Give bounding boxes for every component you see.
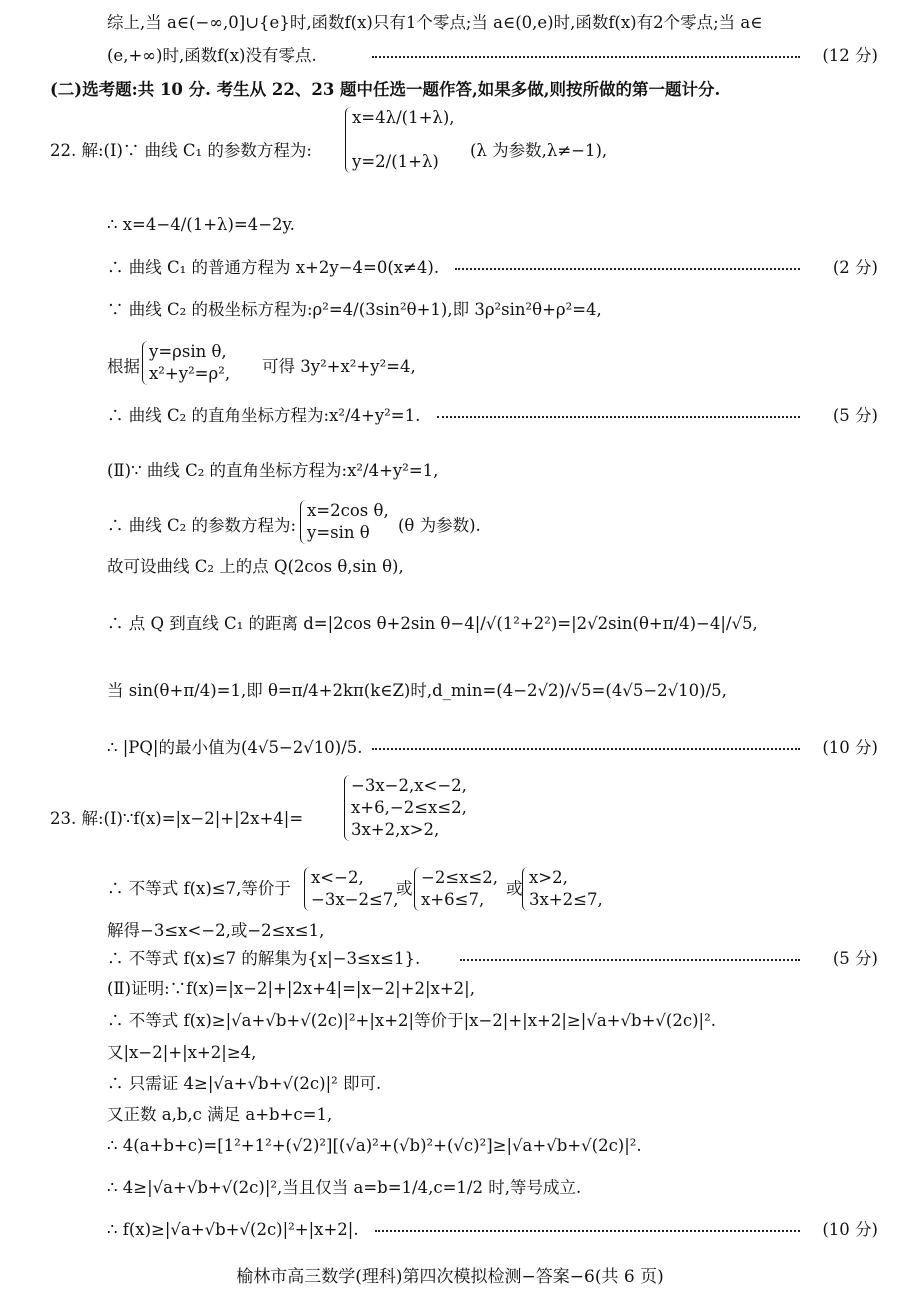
- q22-by-suffix: 可得 3y²+x²+y²=4,: [262, 357, 416, 376]
- q22-c2param-b: y=sin θ: [307, 523, 370, 542]
- score-mark: (5 分): [832, 406, 878, 425]
- q22-x-text: ∴ x=4−4/(1+λ)=4−2y.: [107, 215, 295, 234]
- q22-label: 22. 解:(Ⅰ)∵ 曲线 C₁ 的参数方程为:: [50, 141, 312, 160]
- score-mark: (10 分): [822, 738, 878, 757]
- leader-dots: [437, 416, 800, 418]
- q22-c2param-prefix: ∴ 曲线 C₂ 的参数方程为:: [107, 516, 297, 535]
- q22-param-note: (λ 为参数,λ≠−1),: [470, 141, 608, 160]
- score-mark: (10 分): [822, 1220, 878, 1239]
- q23-case3: [520, 867, 609, 911]
- score-mark: (2 分): [832, 258, 878, 277]
- leader-dots: [455, 268, 800, 270]
- leader-dots: [372, 56, 800, 58]
- q22-min-text: 当 sin(θ+π/4)=1,即 θ=π/4+2kπ(k∈Z)时,d_min=(4−2√2)/√5=(4√5−2√10)/5,: [107, 681, 727, 700]
- q22-c2rect-text: ∴ 曲线 C₂ 的直角坐标方程为:x²/4+y²=1.: [107, 406, 421, 425]
- q22-c2param-a: x=2cos θ,: [307, 501, 389, 520]
- q23-final-text: ∴ f(x)≥|√a+√b+√(2c)|²+|x+2|.: [107, 1220, 359, 1239]
- q22-ii-text: (Ⅱ)∵ 曲线 C₂ 的直角坐标方程为:x²/4+y²=1,: [107, 461, 439, 480]
- q23-s1b: −3x−2≤7,: [311, 890, 399, 909]
- q23-solved-text: 解得−3≤x<−2,或−2≤x≤1,: [107, 921, 325, 940]
- q23-s3a: x>2,: [529, 868, 568, 887]
- score-mark: (5 分): [832, 949, 878, 968]
- q22-pq-text: ∴ |PQ|的最小值为(4√5−2√10)/5.: [107, 738, 363, 757]
- q23-s2a: −2≤x≤2,: [421, 868, 499, 887]
- score-mark: (12 分): [822, 46, 878, 65]
- q23-pw-b: x+6,−2≤x≤2,: [351, 798, 467, 817]
- q22-by-b: x²+y²=ρ²,: [149, 364, 231, 383]
- q23-or-1: 或: [396, 879, 413, 898]
- q22-sys-x: x=4λ/(1+λ),: [352, 108, 455, 127]
- q22-c2param-system: [298, 500, 395, 544]
- q22-c1-text: ∴ 曲线 C₁ 的普通方程为 x+2y−4=0(x≠4).: [107, 258, 440, 277]
- q23-need-text: ∴ 只需证 4≥|√a+√b+√(2c)|² 即可.: [107, 1074, 382, 1093]
- leader-dots: [375, 1230, 800, 1232]
- q23-or-2: 或: [506, 879, 523, 898]
- q23-piecewise: [342, 775, 473, 841]
- q23-ineq-prefix: ∴ 不等式 f(x)≤7,等价于: [107, 879, 291, 898]
- leader-dots: [372, 748, 800, 750]
- q22-by-prefix: 根据: [107, 357, 140, 376]
- leader-dots: [460, 959, 800, 961]
- q22-by-a: y=ρsin θ,: [149, 342, 227, 361]
- q22-sys-y: y=2/(1+λ): [352, 152, 439, 171]
- q23-equiv-text: ∴ 不等式 f(x)≥|√a+√b+√(2c)|²+|x+2|等价于|x−2|+|x+2|≥|√a+√b+√(2c)|².: [107, 1011, 716, 1030]
- q23-again-text: 又|x−2|+|x+2|≥4,: [107, 1043, 257, 1062]
- q23-case2: [412, 867, 504, 911]
- q23-s2b: x+6≤7,: [421, 890, 485, 909]
- q22-dist-text: ∴ 点 Q 到直线 C₁ 的距离 d=|2cos θ+2sin θ−4|/√(1²+2²)=|2√2sin(θ+π/4)−4|/√5,: [107, 614, 758, 633]
- q23-label: 23. 解:(Ⅰ)∵f(x)=|x−2|+|2x+4|=: [50, 809, 304, 828]
- q23-pos-text: 又正数 a,b,c 满足 a+b+c=1,: [107, 1105, 333, 1124]
- q22-by-system: [140, 341, 236, 385]
- q22-param-system: [343, 107, 461, 173]
- q22-pointq-text: 故可设曲线 C₂ 上的点 Q(2cos θ,sin θ),: [107, 557, 404, 576]
- page-footer: 榆林市高三数学(理科)第四次模拟检测−答案−6(共 6 页): [236, 1267, 664, 1287]
- q23-case1: [302, 867, 405, 911]
- q23-pw-c: 3x+2,x>2,: [351, 820, 440, 839]
- q23-cs-text: ∴ 4(a+b+c)=[1²+1²+(√2)²][(√a)²+(√b)²+(√c)²]≥|√a+√b+√(2c)|².: [107, 1136, 642, 1155]
- q22-c2polar-text: ∵ 曲线 C₂ 的极坐标方程为:ρ²=4/(3sin²θ+1),即 3ρ²sin²θ+ρ²=4,: [107, 300, 602, 319]
- q23-s3b: 3x+2≤7,: [529, 890, 603, 909]
- summary-text-2: (e,+∞)时,函数f(x)没有零点.: [107, 46, 317, 65]
- q22-c2param-suffix: (θ 为参数).: [398, 516, 481, 535]
- q23-set-text: ∴ 不等式 f(x)≤7 的解集为{x|−3≤x≤1}.: [107, 949, 421, 968]
- summary-text-1: 综上,当 a∈(−∞,0]∪{e}时,函数f(x)只有1个零点;当 a∈(0,e)时,函数f(x)有2个零点;当 a∈: [107, 13, 763, 32]
- q23-ii-text: (Ⅱ)证明:∵f(x)=|x−2|+|2x+4|=|x−2|+2|x+2|,: [107, 979, 475, 998]
- elective-text: (二)选考题:共 10 分. 考生从 22、23 题中任选一题作答,如果多做,则按所做的第一题计分.: [50, 80, 721, 99]
- q23-pw-a: −3x−2,x<−2,: [351, 776, 467, 795]
- q23-eq-text: ∴ 4≥|√a+√b+√(2c)|²,当且仅当 a=b=1/4,c=1/2 时,等号成立.: [107, 1178, 582, 1197]
- q23-s1a: x<−2,: [311, 868, 364, 887]
